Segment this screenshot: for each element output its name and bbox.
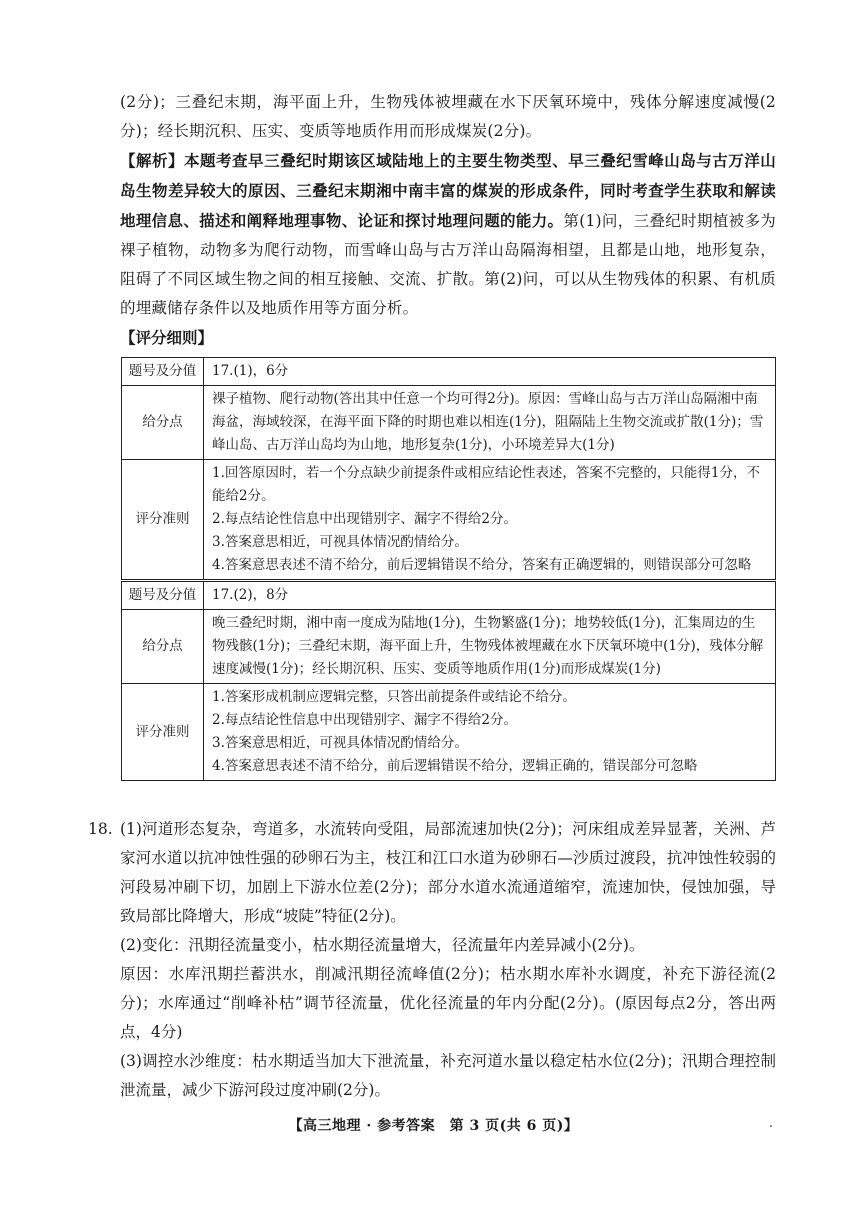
scan-mark (770, 1125, 772, 1127)
scoring-criteria-list (204, 684, 776, 781)
criterion-item: 2.每点结论性信息中出现错别字、漏字不得给2分。 (212, 511, 517, 527)
scoring-points-text: 裸子植物、爬行动物(答出其中任意一个均可得2分)。原因：雪峰山岛与古万洋山岛隔湘中南海盆，海域较深，在海平面下降的时期也难以相连(1分)，阻隔陆上生物交流或扩散(1分)；雪峰山岛、古万洋山岛均为山地，地形复杂(1分)，小环境差异大(1分) (204, 386, 776, 460)
analysis-bold-text: 本题考查早三叠纪时期该区域陆地上的主要生物类型、早三叠纪雪峰山岛与古万洋山岛生物差异较大的原因、三叠纪末期湘中南丰富的煤炭的形成条件，同时考查学生获取和解读地理信息、描述和阐释地理事物、论证和探讨地理问题的能力。 (120, 151, 776, 230)
criterion-item: 4.答案意思表述不清不给分，前后逻辑错误不给分，逻辑正确的，错误部分可忽略 (212, 758, 698, 774)
table-row (122, 358, 776, 386)
q18-part1-text: (1)河道形态复杂，弯道多，水流转向受阻，局部流速加快(2分)；河床组成差异显著，关洲、芦家河水道以抗冲蚀性强的砂卵石为主，枝江和江口水道为砂卵石—沙质过渡段，抗冲蚀性较弱的河段易冲刷下切，加剧上下游水位差(2分)；部分水道水流通道缩窄，流速加快，侵蚀加强，导致局部比降增大，形成“坡陡”特征(2分)。 (120, 820, 776, 925)
criterion-item: 1.答案形成机制应逻辑完整，只答出前提条件或结论不给分。 (212, 689, 576, 705)
table-row (122, 460, 776, 581)
question-score-value: 17.(2)，8分 (204, 581, 776, 610)
q18-part3: (3)调控水沙维度：枯水期适当加大下泄流量，补充河道水量以稳定枯水位(2分)；汛期合理控制泄流量，减少下游河段过度冲刷(2分)。 (120, 1052, 776, 1099)
scoring-points-text: 晚三叠纪时期，湘中南一度成为陆地(1分)，生物繁盛(1分)；地势较低(1分)，汇集周边的生物残骸(1分)；三叠纪末期，海平面上升，生物残体被埋藏在水下厌氧环境中(1分)，残体分解速度减慢(1分)；经长期沉积、压实、变质等地质作用(1分)而形成煤炭(1分) (204, 610, 776, 684)
q18-part1 (88, 815, 776, 931)
scoring-criteria-label: 评分准则 (122, 460, 204, 581)
table-row (122, 581, 776, 610)
criterion-item: 1.回答原因时，若一个分点缺少前提条件或相应结论性表述，答案不完整的，只能得1分，不能给2分。 (212, 465, 760, 504)
question-score-label: 题号及分值 (122, 581, 204, 610)
table-row (122, 610, 776, 684)
q18-part2-reason: 原因：水库汛期拦蓄洪水，削减汛期径流峰值(2分)；枯水期水库补水调度，补充下游径流(2分)；水库通过“削峰补枯”调节径流量，优化径流量的年内分配(2分)。(原因每点2分，答出两点，4分) (120, 965, 776, 1041)
analysis-text: 第(1)问，三叠纪时期植被多为裸子植物，动物多为爬行动物，而雪峰山岛与古万洋山岛隔海相望，且都是山地，地形复杂，阻碍了不同区域生物之间的相互接触、交流、扩散。第(2)问，可以从生物残体的积累、有机质的埋藏储存条件以及地质作用等方面分析。 (120, 212, 776, 317)
scoring-points-label: 给分点 (122, 610, 204, 684)
scoring-criteria-list (204, 460, 776, 581)
table-row (122, 386, 776, 460)
scoring-criteria-label: 评分准则 (122, 684, 204, 781)
q18-part2-change: (2)变化：汛期径流量变小，枯水期径流量增大，径流量年内差异减小(2分)。 (120, 936, 645, 954)
criterion-item: 4.答案意思表述不清不给分，前后逻辑错误不给分，答案有正确逻辑的，则错误部分可忽略 (212, 557, 752, 573)
question-number: 18. (88, 820, 113, 838)
criterion-item: 2.每点结论性信息中出现错别字、漏字不得给2分。 (212, 712, 517, 728)
criterion-item: 3.答案意思相近，可视具体情况酌情给分。 (212, 534, 468, 550)
analysis-paragraph (120, 146, 776, 323)
question-18-answer (88, 815, 776, 1105)
page-footer: 【高三地理 · 参考答案 第 3 页(共 6 页)】 (288, 1118, 579, 1134)
question-score-label: 题号及分值 (122, 358, 204, 386)
scoring-points-label: 给分点 (122, 386, 204, 460)
analysis-label: 【解析】 (120, 151, 185, 170)
question-score-value: 17.(1)，6分 (204, 358, 776, 386)
rubric-heading: 【评分细则】 (120, 328, 214, 347)
answer-continuation: (2分)；三叠纪末期，海平面上升，生物残体被埋藏在水下厌氧环境中，残体分解速度减慢(2分)；经长期沉积、压实、变质等地质作用而形成煤炭(2分)。 (120, 93, 776, 140)
table-row (122, 684, 776, 781)
criterion-item: 3.答案意思相近，可视具体情况酌情给分。 (212, 735, 468, 751)
rubric-table (121, 357, 776, 781)
